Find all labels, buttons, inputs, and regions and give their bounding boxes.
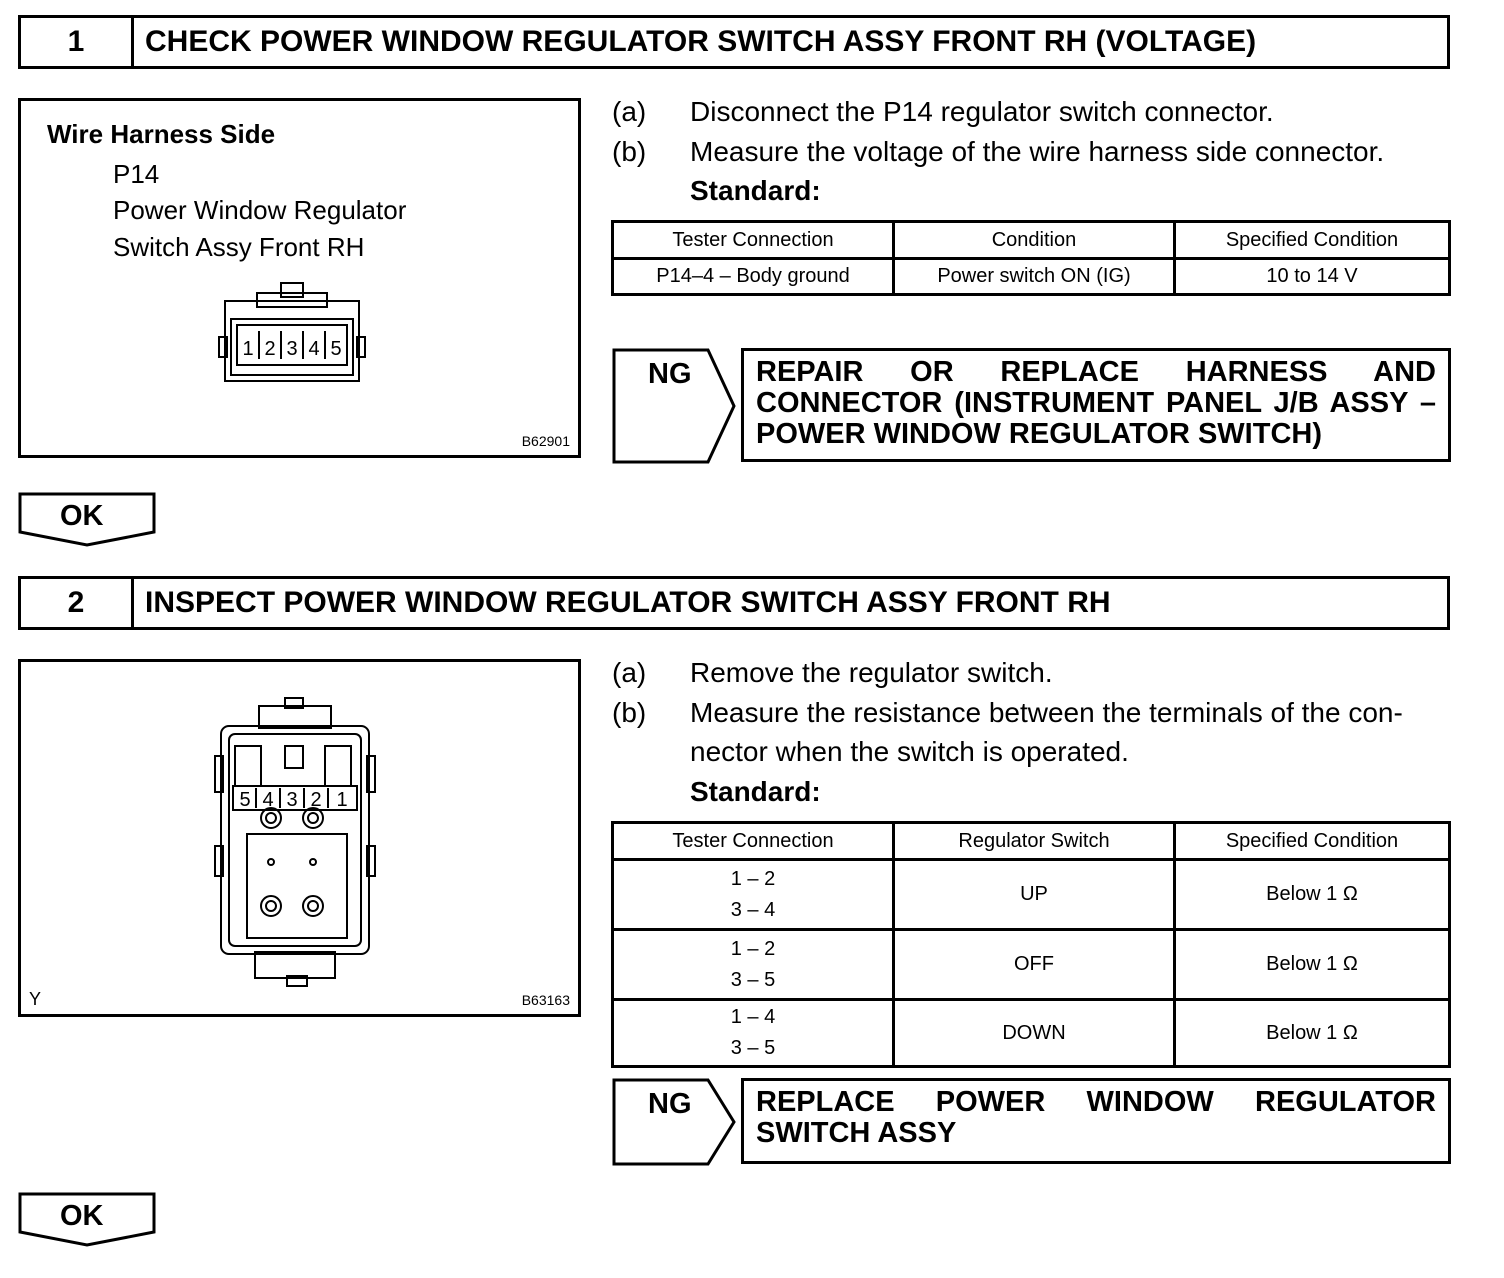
table-cell: Below 1 Ω — [1175, 930, 1450, 1000]
table-row — [613, 930, 1450, 1000]
terminal-pair: 3 – 5 — [730, 968, 776, 991]
instruction-label: (b) — [612, 697, 647, 728]
terminal-pair: 3 – 5 — [730, 1037, 776, 1059]
figure-connector-id: P14 — [113, 159, 160, 189]
standard-label: Standard: — [690, 175, 821, 206]
table-header: Condition — [894, 222, 1175, 259]
pin-label: 4 — [262, 789, 274, 811]
step2-ok-label: OK — [60, 1200, 104, 1232]
step2-spec-table — [611, 821, 1451, 1068]
step2-ng-label: NG — [648, 1088, 692, 1120]
table-row — [613, 860, 1450, 930]
instruction-label: (a) — [612, 657, 647, 688]
terminal-pair: 1 – 4 — [730, 1006, 776, 1028]
figure-component-line1: Power Window Regulator — [113, 195, 407, 225]
table-header: Tester Connection — [613, 823, 894, 860]
table-row — [613, 1000, 1450, 1067]
step2-header — [18, 576, 1450, 630]
instruction-text: nector when the switch is operated. — [690, 736, 1129, 767]
table-header: Regulator Switch — [894, 823, 1175, 860]
instruction-text: Remove the regulator switch. — [690, 657, 1053, 688]
instruction-text: Disconnect the P14 regulator switch connector. — [690, 96, 1274, 127]
figure-corner-mark: Y — [29, 989, 42, 1009]
step1-ok-label: OK — [60, 500, 104, 532]
instruction-label: (b) — [612, 136, 647, 167]
standard-label: Standard: — [690, 776, 821, 807]
table-cell: DOWN — [894, 1000, 1175, 1067]
pin-label: 1 — [242, 338, 254, 360]
table-cell: Below 1 Ω — [1175, 860, 1450, 930]
pin-label: 3 — [286, 338, 298, 360]
step1-number: 1 — [21, 18, 134, 66]
terminal-pair: 3 – 4 — [730, 898, 776, 921]
table-header: Specified Condition — [1175, 823, 1450, 860]
instruction-text: Measure the voltage of the wire harness side connector. — [690, 136, 1385, 167]
figure-component-line2: Switch Assy Front RH — [113, 232, 365, 262]
step2-title: INSPECT POWER WINDOW REGULATOR SWITCH ASSY FRONT RH — [145, 586, 1111, 619]
step2-ng-action: REPLACE POWER WINDOW REGULATOR SWITCH ASSY — [741, 1078, 1451, 1164]
table-row — [613, 259, 1450, 295]
figure-code: B62901 — [521, 433, 570, 449]
table-cell: Below 1 Ω — [1175, 1000, 1450, 1067]
figure-code: B63163 — [521, 992, 570, 1008]
pin-label: 1 — [336, 789, 348, 811]
table-cell: UP — [894, 860, 1175, 930]
step2-instruction-b-cont — [690, 736, 1129, 768]
step1-figure — [18, 98, 581, 458]
table-cell: Power switch ON (IG) — [894, 259, 1175, 295]
table-cell-terminals — [613, 930, 894, 1000]
figure-heading: Wire Harness Side — [47, 119, 276, 149]
step2-figure — [18, 659, 581, 1017]
table-cell-terminals — [613, 860, 894, 930]
instruction-text: Measure the resistance between the terminals of the con- — [690, 697, 1403, 728]
step2-number: 2 — [21, 579, 134, 627]
pin-label: 5 — [330, 338, 342, 360]
step1-ng-label: NG — [648, 358, 692, 390]
terminal-pair: 1 – 2 — [730, 937, 776, 960]
pin-label: 4 — [308, 338, 320, 360]
step1-header — [18, 15, 1450, 69]
step1-spec-table — [611, 220, 1451, 296]
table-cell: 10 to 14 V — [1175, 259, 1450, 295]
step1-ng-action: REPAIR OR REPLACE HARNESS AND CONNECTOR (INSTRUMENT PANEL J/B ASSY – POWER WINDOW REGULATOR SWITCH) — [741, 348, 1451, 462]
table-cell: OFF — [894, 930, 1175, 1000]
pin-label: 2 — [264, 338, 276, 360]
connector-p14-diagram — [211, 279, 371, 389]
instruction-label: (a) — [612, 96, 647, 127]
pin-label: 3 — [286, 789, 298, 811]
table-cell: P14–4 – Body ground — [613, 259, 894, 295]
pin-label: 5 — [239, 789, 251, 811]
step1-title: CHECK POWER WINDOW REGULATOR SWITCH ASSY FRONT RH (VOLTAGE) — [145, 25, 1257, 58]
regulator-switch-diagram — [207, 696, 387, 996]
table-header: Tester Connection — [613, 222, 894, 259]
pin-label: 2 — [310, 789, 322, 811]
terminal-pair: 1 – 2 — [730, 867, 776, 890]
table-header: Specified Condition — [1175, 222, 1450, 259]
table-cell-terminals — [613, 1000, 894, 1067]
